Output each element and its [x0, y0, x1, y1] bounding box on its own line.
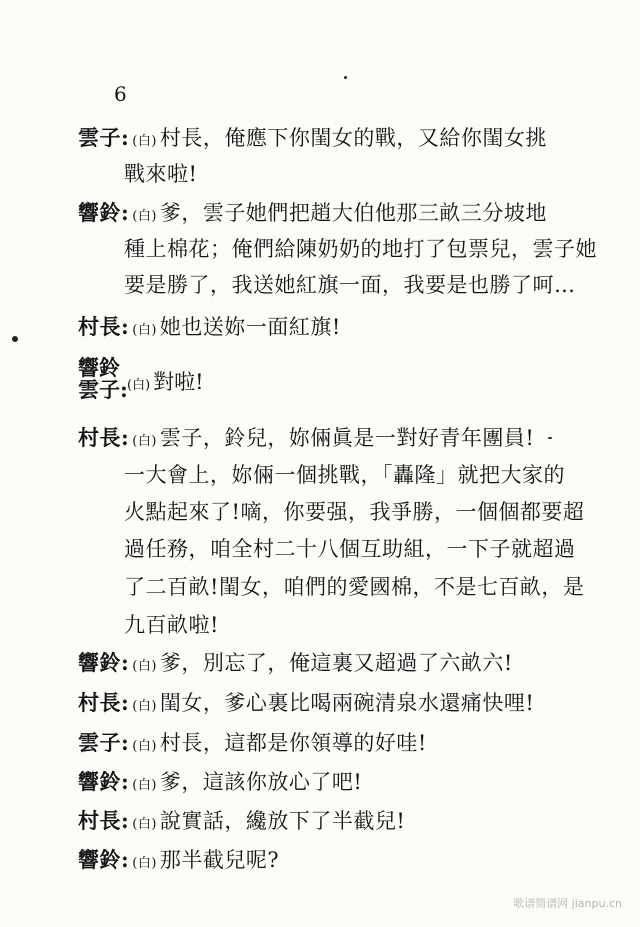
- stage-tag: (白): [132, 134, 157, 149]
- dialogue-line: [78, 312, 578, 346]
- dialogue-continuation: [124, 460, 624, 490]
- line-text: 了二百畝!閨女，咱們的愛國棉，不是七百畝，是: [124, 575, 585, 599]
- line-text: 爹，這該你放心了吧!: [159, 770, 363, 794]
- dialogue-continuation: [124, 572, 624, 602]
- ink-dot: [548, 437, 552, 439]
- ink-dot: [344, 76, 347, 79]
- dialogue-continuation: [124, 234, 624, 264]
- line-text: 村長，這都是你領導的好哇!: [159, 731, 427, 755]
- dialogue-line: [78, 198, 578, 232]
- speaker: 村長:: [78, 808, 130, 833]
- dialogue-continuation: [124, 159, 624, 189]
- dialogue-line: [78, 423, 578, 457]
- line-text: 閨女，爹心裏比喝兩碗清泉水還痛快哩!: [159, 691, 535, 715]
- dialogue-line: [78, 845, 578, 879]
- speaker: 村長:: [78, 690, 130, 715]
- line-text: 火點起來了!嘀，你要强，我爭勝，一個個都要超: [124, 500, 585, 524]
- speaker-bottom: 雲子:: [78, 377, 128, 402]
- dialogue-continuation: [124, 534, 624, 564]
- line-text: 雲子，鈴兒，妳倆眞是一對好青年團員!: [159, 426, 535, 450]
- speaker: 村長:: [78, 425, 130, 450]
- dialogue-line: [78, 123, 578, 157]
- line-text: 說實話，纔放下了半截兒!: [159, 809, 406, 833]
- stage-tag: (白): [132, 209, 157, 224]
- speaker: 雲子:: [78, 730, 130, 755]
- line-text: 戰來啦!: [124, 162, 198, 186]
- watermark: 歌谱简谱网 jianpu.cn: [513, 897, 622, 910]
- speaker: 響鈴:: [78, 847, 130, 872]
- line-text: 九百畝啦!: [124, 613, 219, 637]
- dialogue-continuation: [124, 610, 624, 640]
- dialogue-line: [78, 728, 578, 762]
- dual-speaker: [78, 357, 128, 401]
- stage-tag: (白): [132, 434, 157, 449]
- line-text: 村長，俺應下你閨女的戰，又給你閨女挑: [159, 126, 547, 150]
- speaker: 響鈴:: [78, 769, 130, 794]
- dialogue-line: [78, 648, 578, 682]
- line-text: 要是勝了，我送她紅旗一面，我要是也勝了呵…: [124, 273, 576, 297]
- speaker-top: 響鈴: [78, 355, 120, 380]
- line-text: 她也送妳一面紅旗!: [159, 315, 341, 339]
- dual-line-text: [124, 369, 204, 399]
- line-text: 種上棉花；俺們給陳奶奶的地打了包票兒，雲子她: [124, 237, 597, 261]
- stage-tag: (白): [132, 699, 157, 714]
- line-text: 對啦!: [153, 370, 204, 394]
- page-number: 6: [114, 82, 127, 106]
- dialogue-line: [78, 767, 578, 801]
- line-text: 爹，別忘了，俺這裏又超過了六畝六!: [159, 651, 513, 675]
- stage-tag: (白): [132, 739, 157, 754]
- line-text: 爹，雲子她們把趙大伯他那三畝三分坡地: [159, 201, 547, 225]
- stage-tag: (白): [127, 378, 151, 393]
- stage-tag: (白): [132, 778, 157, 793]
- speaker: 村長:: [78, 314, 130, 339]
- dialogue-line: [78, 806, 578, 840]
- stage-tag: (白): [132, 323, 157, 338]
- speaker: 響鈴:: [78, 650, 130, 675]
- dialogue-continuation: [124, 497, 624, 527]
- stage-tag: (白): [132, 856, 157, 871]
- stage-tag: (白): [132, 817, 157, 832]
- speaker: 雲子:: [78, 125, 130, 150]
- stage-tag: (白): [132, 659, 157, 674]
- dialogue-continuation: [124, 270, 624, 300]
- ink-dot: [12, 336, 18, 342]
- dialogue-line: [78, 688, 578, 722]
- line-text: 一大會上，妳倆一個挑戰，「轟隆」就把大家的: [124, 463, 565, 487]
- line-text: 那半截兒呢?: [159, 848, 280, 872]
- speaker: 響鈴:: [78, 200, 130, 225]
- line-text: 過任務，咱全村二十八個互助組，一下子就超過: [124, 537, 576, 561]
